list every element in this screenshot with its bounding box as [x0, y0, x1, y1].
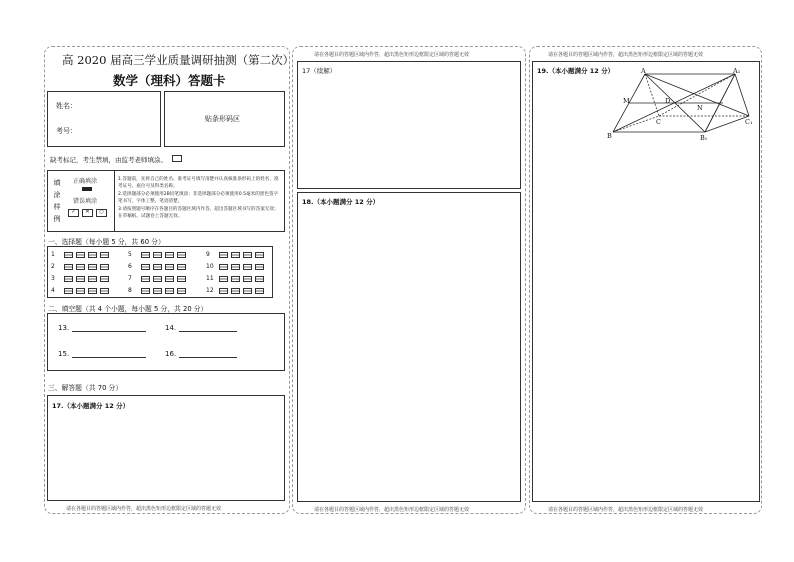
- question-number: 10: [206, 263, 214, 270]
- q13-label: 13.: [58, 324, 70, 332]
- q17-label: 17.（本小题满分 12 分）: [52, 402, 130, 410]
- side-label-char: 填: [53, 179, 61, 187]
- side-label-char: 例: [53, 215, 61, 223]
- fill-example-box: [47, 170, 285, 232]
- section2-title: 二、填空题（共 4 个小题，每小题 5 分，共 20 分）: [48, 305, 208, 313]
- q15-field[interactable]: [58, 349, 146, 358]
- q16-field[interactable]: [165, 349, 237, 358]
- wrong-fill-label: 错误填涂: [73, 198, 98, 205]
- option-c[interactable]: [165, 288, 174, 294]
- option-b[interactable]: [231, 252, 240, 258]
- q19-answer-area[interactable]: [532, 61, 760, 502]
- option-a[interactable]: [64, 288, 73, 294]
- option-c[interactable]: [243, 252, 252, 258]
- option-d[interactable]: [100, 264, 109, 270]
- q17-continued-label: 17（续解）: [302, 67, 337, 75]
- answer-sheet-title: 数学（理科）答题卡: [113, 73, 226, 88]
- option-d[interactable]: [177, 252, 186, 258]
- question-number: 11: [206, 275, 214, 282]
- label-b1: B₁: [700, 134, 708, 142]
- option-b[interactable]: [153, 288, 162, 294]
- q15-blank[interactable]: [72, 349, 146, 358]
- label-d: D: [665, 97, 671, 105]
- fill-blank-area: [47, 313, 285, 371]
- question-number: 4: [51, 287, 55, 294]
- option-b[interactable]: [231, 288, 240, 294]
- option-a[interactable]: [64, 252, 73, 258]
- q17-continued-area[interactable]: [297, 61, 521, 189]
- option-d[interactable]: [177, 276, 186, 282]
- choice-row[interactable]: [206, 287, 266, 294]
- question-number: 3: [51, 275, 55, 282]
- barcode-area-label: 贴条形码区: [205, 115, 240, 123]
- q16-blank[interactable]: [179, 349, 237, 358]
- option-b[interactable]: [76, 264, 85, 270]
- side-label-char: 样: [53, 203, 61, 211]
- q14-blank[interactable]: [179, 323, 237, 332]
- label-a1: A₁: [733, 68, 741, 75]
- option-d[interactable]: [255, 264, 264, 270]
- choice-row[interactable]: [128, 263, 188, 270]
- option-c[interactable]: [165, 264, 174, 270]
- option-a[interactable]: [219, 264, 228, 270]
- option-d[interactable]: [255, 288, 264, 294]
- correct-fill-sample: [82, 187, 92, 191]
- option-a[interactable]: [141, 276, 150, 282]
- instructions: [118, 176, 282, 220]
- wrong-fill-tick-icon: ✓: [68, 209, 79, 217]
- wrong-fill-cross-icon: ✕: [82, 209, 93, 217]
- option-b[interactable]: [153, 276, 162, 282]
- section1-title: 一、选择题（每小题 5 分，共 60 分）: [48, 238, 165, 246]
- absent-checkbox[interactable]: [172, 155, 182, 162]
- option-d[interactable]: [100, 288, 109, 294]
- fill-example-side-label: [52, 177, 62, 225]
- choice-row[interactable]: [128, 275, 188, 282]
- option-a[interactable]: [219, 276, 228, 282]
- wrong-fill-samples: [68, 209, 107, 217]
- option-b[interactable]: [153, 264, 162, 270]
- option-c[interactable]: [165, 252, 174, 258]
- label-a: A: [641, 68, 646, 75]
- option-c[interactable]: [88, 252, 97, 258]
- instruction-item: 1.答题前，先将自己的姓名、准考证号填写清楚并认真核准条形码上的姓名、准考证号、座位号及科类名称。: [118, 177, 279, 190]
- absent-note: [50, 155, 182, 164]
- side-label-char: 涂: [53, 191, 61, 199]
- option-c[interactable]: [243, 288, 252, 294]
- option-b[interactable]: [76, 252, 85, 258]
- option-c[interactable]: [88, 288, 97, 294]
- option-a[interactable]: [219, 288, 228, 294]
- option-c[interactable]: [88, 264, 97, 270]
- question-number: 7: [128, 275, 132, 282]
- q16-label: 16.: [165, 350, 177, 358]
- choice-row[interactable]: [51, 287, 111, 294]
- question-number: 8: [128, 287, 132, 294]
- correct-fill-label: 正确填涂: [73, 178, 98, 185]
- question-number: 9: [206, 251, 210, 258]
- label-n: N: [697, 104, 703, 112]
- choice-row[interactable]: [206, 251, 266, 258]
- q17-answer-area[interactable]: [47, 395, 285, 501]
- option-b[interactable]: [76, 288, 85, 294]
- top-notice-middle: 请在各题目的答题区域内作答，超出黑色矩形边框限定区域的答题无效: [314, 52, 470, 58]
- q13-blank[interactable]: [72, 323, 146, 332]
- option-d[interactable]: [100, 276, 109, 282]
- option-d[interactable]: [255, 276, 264, 282]
- choice-row[interactable]: [206, 275, 266, 282]
- choice-row[interactable]: [51, 251, 111, 258]
- question-number: 12: [206, 287, 214, 294]
- bottom-notice-left: 请在各题目的答题区域内作答，超出黑色矩形边框限定区域的答题无效: [66, 506, 222, 512]
- option-b[interactable]: [76, 276, 85, 282]
- question-number: 1: [51, 251, 55, 258]
- option-d[interactable]: [255, 252, 264, 258]
- q14-label: 14.: [165, 324, 177, 332]
- question-number: 6: [128, 263, 132, 270]
- absent-note-text: 缺考标记，考生禁填，由监考老师填涂。: [50, 156, 167, 164]
- label-m: M: [623, 97, 630, 105]
- q13-field[interactable]: [58, 323, 146, 332]
- option-d[interactable]: [177, 288, 186, 294]
- q18-answer-area[interactable]: [297, 192, 521, 502]
- q18-label: 18.（本小题满分 12 分）: [302, 198, 380, 206]
- question-number: 2: [51, 263, 55, 270]
- bottom-notice-right: 请在各题目的答题区域内作答，超出黑色矩形边框限定区域的答题无效: [548, 507, 704, 513]
- name-label: 姓名：: [56, 102, 77, 110]
- label-c1: C₁: [745, 118, 753, 126]
- bottom-notice-middle: 请在各题目的答题区域内作答，超出黑色矩形边框限定区域的答题无效: [314, 507, 470, 513]
- fill-example-divider: [114, 171, 115, 231]
- option-a[interactable]: [64, 264, 73, 270]
- q14-field[interactable]: [165, 323, 237, 332]
- choice-row[interactable]: [51, 263, 111, 270]
- option-a[interactable]: [141, 264, 150, 270]
- option-a[interactable]: [219, 252, 228, 258]
- option-b[interactable]: [231, 264, 240, 270]
- option-a[interactable]: [141, 252, 150, 258]
- instruction-item: 3.请按照题号顺序在各题目的答题区域内作答，超出答题区域书写的答案无效；在草稿纸、试题卷上答题无效。: [118, 206, 279, 220]
- q15-label: 15.: [58, 350, 70, 358]
- choice-row[interactable]: [128, 251, 188, 258]
- option-d[interactable]: [100, 252, 109, 258]
- wrong-fill-circle-icon: ○: [96, 209, 107, 217]
- option-d[interactable]: [177, 264, 186, 270]
- top-notice-right: 请在各题目的答题区域内作答，超出黑色矩形边框限定区域的答题无效: [548, 52, 704, 58]
- question-number: 5: [128, 251, 132, 258]
- q19-label: 19.（本小题满分 12 分）: [537, 67, 615, 75]
- label-b: B: [607, 132, 612, 140]
- option-c[interactable]: [243, 276, 252, 282]
- option-a[interactable]: [64, 276, 73, 282]
- section3-title: 三、解答题（共 70 分）: [48, 384, 123, 392]
- barcode-area: [164, 91, 285, 147]
- option-a[interactable]: [141, 288, 150, 294]
- label-c: C: [656, 118, 661, 126]
- choice-row[interactable]: [128, 287, 188, 294]
- choice-row[interactable]: [51, 275, 111, 282]
- option-c[interactable]: [88, 276, 97, 282]
- option-b[interactable]: [153, 252, 162, 258]
- choice-answer-area: [47, 246, 273, 298]
- option-b[interactable]: [231, 276, 240, 282]
- exam-title: 高 2020 届高三学业质量调研抽测（第二次）: [62, 53, 295, 67]
- choice-row[interactable]: [206, 263, 266, 270]
- student-info-box: [47, 91, 161, 147]
- option-c[interactable]: [243, 264, 252, 270]
- option-c[interactable]: [165, 276, 174, 282]
- geometry-figure: [605, 68, 759, 148]
- instruction-item: 2.选择题部分必须使用2B铅笔填涂；非选择题部分必须使用0.5毫米的黑色签字笔书写，字体工整、笔迹清楚。: [118, 191, 279, 205]
- exam-number-label: 考号：: [56, 127, 77, 135]
